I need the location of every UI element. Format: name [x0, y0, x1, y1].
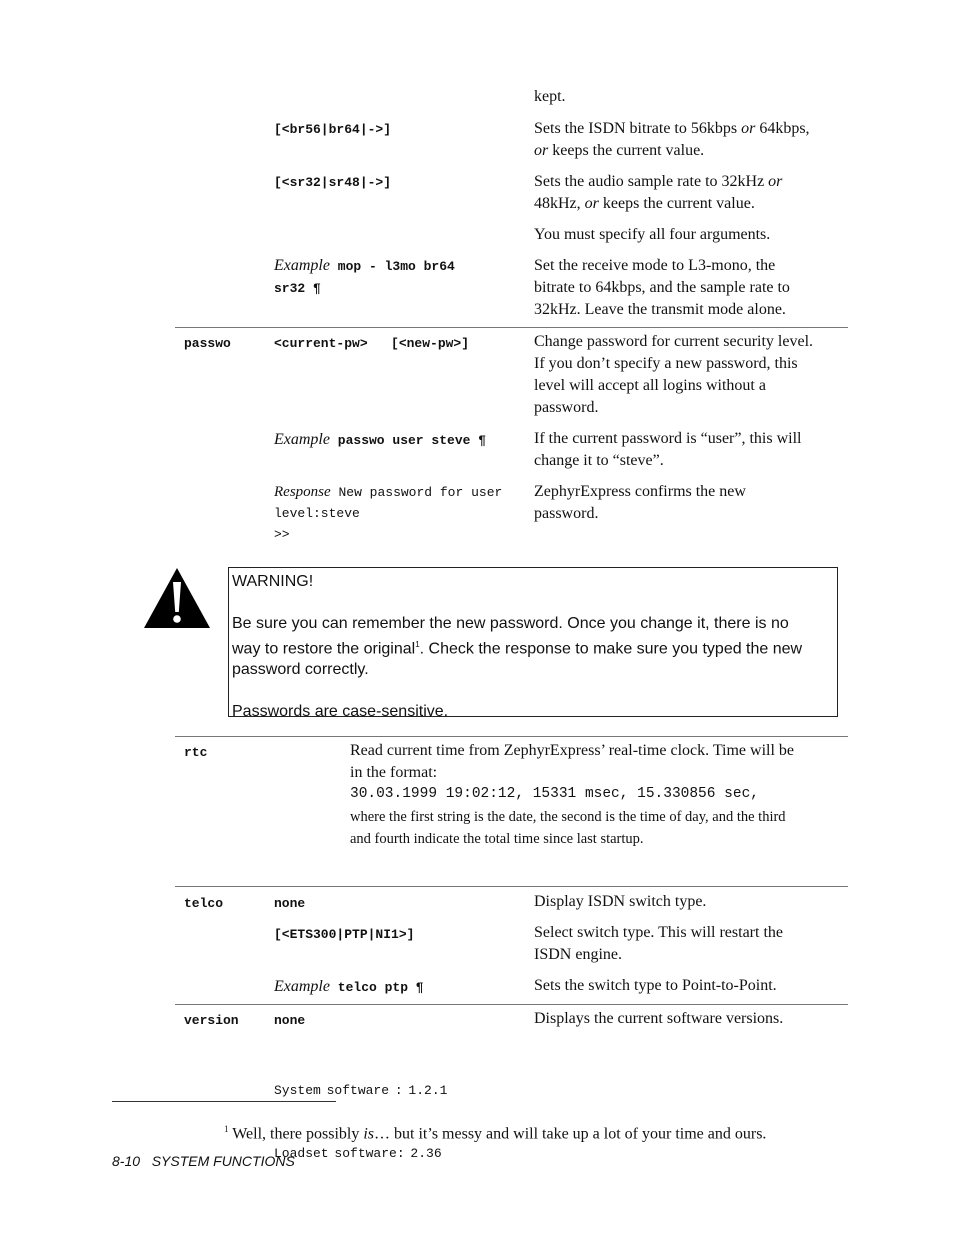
- version-output: System software : 1.2.1 Loadset software: 2.36: [274, 1083, 448, 1161]
- br-syntax: [<br56|br64|->]: [274, 122, 392, 137]
- mop-example: Example mop - l3mo br64 sr32 ¶: [274, 257, 455, 296]
- footnote-ref: 1: [415, 640, 420, 649]
- passwo-response-description: ZephyrExpress confirms the new password.: [534, 483, 746, 522]
- version-syntax: none: [274, 1013, 306, 1028]
- passwo-syntax: <current-pw> [<new-pw>]: [274, 336, 470, 351]
- example-label: Example: [274, 257, 330, 274]
- command-rtc: rtc: [184, 745, 208, 760]
- rtc-format: 30.03.1999 19:02:12, 15331 msec, 15.330856 sec,: [350, 786, 759, 802]
- command-version: version: [184, 1013, 239, 1028]
- passwo-description: Change password for current security level. If you don’t specify a new password, this level will accept all logins without a password.: [534, 333, 814, 416]
- telco-example: Example telco ptp ¶: [274, 978, 424, 995]
- footnote-rule: [112, 1101, 336, 1102]
- kept-text: kept.: [534, 88, 566, 105]
- command-passwo: passwo: [184, 336, 231, 351]
- passwo-response: Response New password for user level:steve >>: [274, 484, 503, 542]
- rtc-description: Read current time from ZephyrExpress’ real-time clock. Time will be in the format:: [350, 742, 795, 781]
- sr-description: Sets the audio sample rate to 32kHz or 48kHz, or keeps the current value.: [534, 173, 783, 212]
- page-footer: 8-10 SYSTEM FUNCTIONS: [112, 1153, 295, 1169]
- warning-body: Be sure you can remember the new password. Once you change it, there is no way to restore the original$^1$. Check the response to make sure you typed the new password correctly. Passwords are case-sensitive.: [232, 615, 803, 721]
- warning-title: WARNING!: [232, 573, 314, 590]
- passwo-example-description: If the current password is “user”, this will change it to “steve”.: [534, 430, 802, 469]
- warning-icon: [143, 567, 211, 629]
- rtc-note: where the first string is the date, the second is the time of day, and the third and fourth indicate the total time since last startup.: [350, 809, 786, 847]
- sr-syntax: [<sr32|sr48|->]: [274, 175, 392, 190]
- must-specify-note: You must specify all four arguments.: [534, 226, 771, 243]
- telco-syntax-switch: [<ETS300|PTP|NI1>]: [274, 927, 415, 942]
- mop-example-description: Set the receive mode to L3-mono, the bitrate to 64kbps, and the sample rate to 32kHz. Leave the transmit mode alone.: [534, 257, 790, 318]
- command-telco: telco: [184, 896, 224, 911]
- divider: [175, 736, 848, 737]
- footnote: $^1$ Well, there possibly is… but it’s messy and will take up a lot of your time and ours.: [224, 1124, 767, 1143]
- passwo-example: Example passwo user steve ¶: [274, 431, 487, 448]
- br-description: Sets the ISDN bitrate to 56kbps or 64kbps, or keeps the current value.: [534, 120, 810, 159]
- telco-description: Display ISDN switch type.: [534, 893, 707, 910]
- version-description: Displays the current software versions.: [534, 1010, 784, 1027]
- divider: [175, 1004, 848, 1005]
- divider: [175, 886, 848, 887]
- divider: [175, 327, 848, 328]
- telco-syntax-none: none: [274, 896, 306, 911]
- telco-example-description: Sets the switch type to Point-to-Point.: [534, 977, 777, 994]
- telco-switch-description: Select switch type. This will restart the ISDN engine.: [534, 924, 783, 963]
